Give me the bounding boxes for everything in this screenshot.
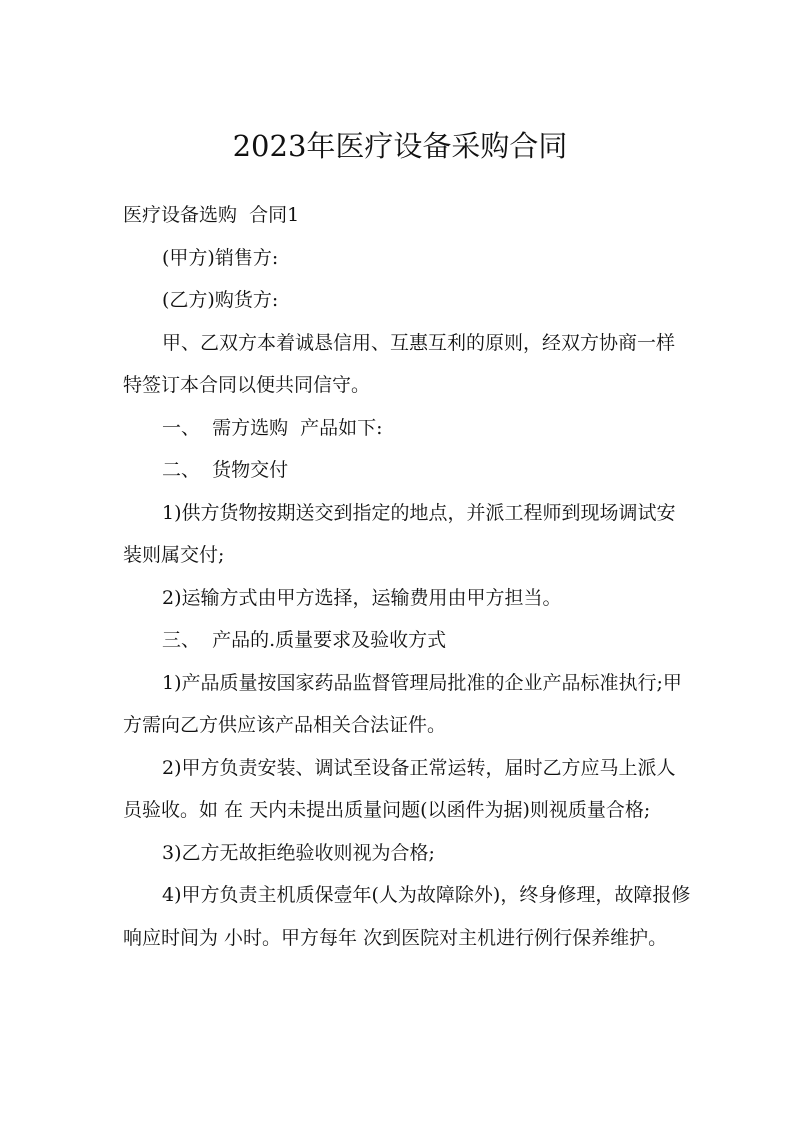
section-3-item-2: 2)甲方负责安装、调试至设备正常运转，届时乙方应马上派人员验收。如 在 天内未提出质量问题(以函件为据)则视质量合格; xyxy=(123,756,676,821)
document-body xyxy=(123,194,693,959)
paragraph-contract-heading: 医疗设备选购 合同1 xyxy=(123,204,300,226)
paragraph-buyer: (乙方)购货方: xyxy=(162,289,279,311)
section-3-item-3: 3)乙方无故拒绝验收则视为合格; xyxy=(162,841,435,864)
section-1-heading: 一、 需方选购 产品如下: xyxy=(162,416,383,439)
document-title: 2023年医疗设备采购合同 xyxy=(232,129,568,163)
section-2-item-1: 1)供方货物按期送交到指定的地点，并派工程师到现场调试安装则属交付; xyxy=(123,501,676,566)
section-3-item-1: 1)产品质量按国家药品监督管理局批准的企业产品标准执行;甲方需向乙方供应该产品相关合法证件。 xyxy=(123,671,682,736)
section-2-item-2: 2)运输方式由甲方选择，运输费用由甲方担当。 xyxy=(162,586,562,609)
paragraph-preamble: 甲、乙双方本着诚恳信用、互惠互利的原则，经双方协商一样特签订本合同以便共同信守。 xyxy=(123,331,676,396)
section-3-heading: 三、 产品的.质量要求及验收方式 xyxy=(162,629,447,651)
paragraph-seller: (甲方)销售方: xyxy=(162,246,279,269)
section-3-item-4: 4)甲方负责主机质保壹年(人为故障除外)，终身修理，故障报修响应时间为 小时。甲方每年 次到医院对主机进行例行保养维护。 xyxy=(123,884,691,949)
section-2-heading: 二、 货物交付 xyxy=(162,459,289,481)
